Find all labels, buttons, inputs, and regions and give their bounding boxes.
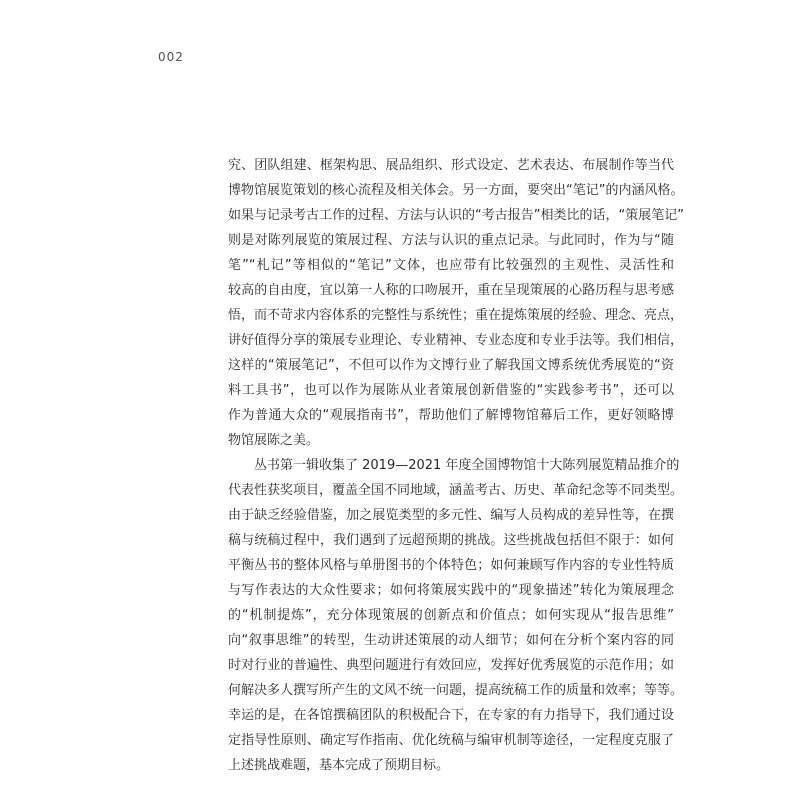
- text-line: 丛书第一辑收集了 2019—2021 年度全国博物馆十大陈列展览精品推介的: [254, 458, 680, 473]
- text-line: 则是对陈列展览的策展过程、方法与认识的重点记录。与此同时，作为与“随: [228, 233, 674, 248]
- text-line: 较高的自由度，宜以第一人称的口吻展开，重在呈现策展的心路历程与思考感: [228, 283, 674, 298]
- text-line: 上述挑战难题，基本完成了预期目标。: [228, 758, 450, 773]
- text-line: 代表性获奖项目，覆盖全国不同地域，涵盖考古、历史、革命纪念等不同类型。: [228, 483, 684, 498]
- text-line: 如果与记录考古工作的过程、方法与认识的“考古报告”相类比的话，“策展笔记”: [228, 208, 684, 223]
- text-line: 平衡丛书的整体风格与单册图书的个体特色；如何兼顾写作内容的专业性特质: [228, 558, 674, 573]
- text-line: 这样的“策展笔记”，不但可以作为文博行业了解我国文博系统优秀展览的“资: [228, 358, 674, 373]
- text-line: 稿与统稿过程中，我们遇到了远超预期的挑战。这些挑战包括但不限于：如何: [228, 533, 674, 548]
- text-line: 物馆展陈之美。: [228, 433, 320, 448]
- text-line: 时对行业的普遍性、典型问题进行有效回应，发挥好优秀展览的示范作用；如: [228, 658, 674, 673]
- text-line: 与写作表达的大众性要求；如何将策展实践中的“现象描述”转化为策展理念: [228, 583, 674, 598]
- text-line: 究、团队组建、框架构思、展品组织、形式设定、艺术表达、布展制作等当代: [228, 158, 674, 173]
- text-line: 讲好值得分享的策展专业理论、专业精神、专业态度和专业手法等。我们相信，: [228, 333, 684, 348]
- body-text: [228, 153, 684, 778]
- text-line: 料工具书”，也可以作为展陈从业者策展创新借鉴的“实践参考书”，还可以: [228, 383, 674, 398]
- text-line: 定指导性原则、确定写作指南、优化统稿与编审机制等途径，一定程度克服了: [228, 733, 674, 748]
- text-line: 作为普通大众的“观展指南书”，帮助他们了解博物馆幕后工作，更好领略博: [228, 408, 674, 423]
- text-line: 由于缺乏经验借鉴，加之展览类型的多元性、编写人员构成的差异性等，在撰: [228, 508, 674, 523]
- text-line: 何解决多人撰写所产生的文风不统一问题，提高统稿工作的质量和效率；等等。: [228, 683, 684, 698]
- text-line: 笔”“札记”等相似的“笔记”文体，也应带有比较强烈的主观性、灵活性和: [228, 258, 674, 273]
- text-line: 的“机制提炼”，充分体现策展的创新点和价值点；如何实现从“报告思维”: [228, 608, 674, 623]
- text-line: 幸运的是，在各馆撰稿团队的积极配合下，在专家的有力指导下，我们通过设: [228, 708, 674, 723]
- text-line: 博物馆展览策划的核心流程及相关体会。另一方面，要突出“笔记”的内涵风格。: [228, 183, 684, 198]
- text-line: 悟，而不苛求内容体系的完整性与系统性；重在提炼策展的经验、理念、亮点，: [228, 308, 684, 323]
- page-number: 002: [158, 50, 184, 64]
- text-line: 向“叙事思维”的转型，生动讲述策展的动人细节；如何在分析个案内容的同: [228, 633, 674, 648]
